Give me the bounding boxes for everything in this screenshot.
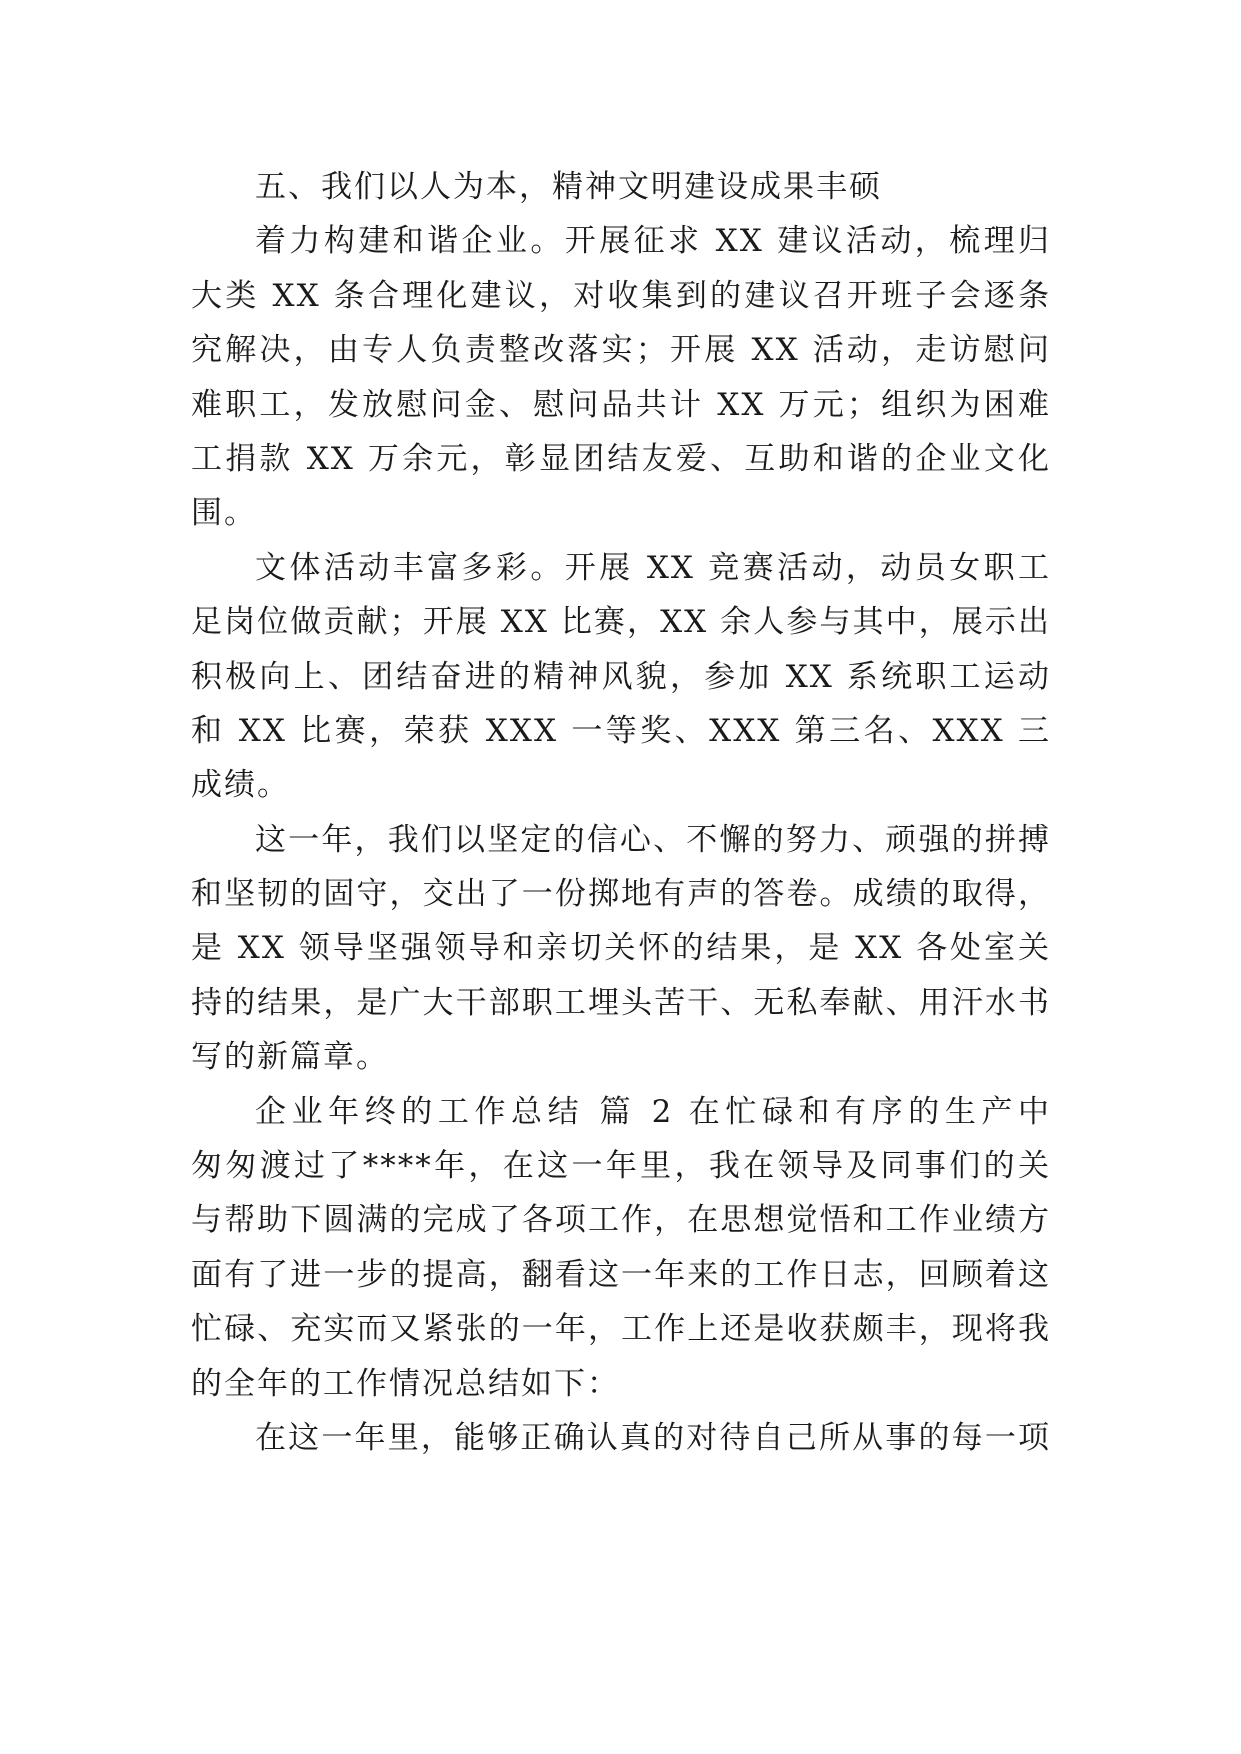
paragraph-line: 文体活动丰富多彩。开展 XX 竞赛活动，动员女职工 xyxy=(255,549,1051,586)
paragraph-line: 持的结果，是广大干部职工埋头苦干、无私奉献、用汗水书 xyxy=(191,984,1051,1021)
paragraph-line: 忙碌、充实而又紧张的一年，工作上还是收获颇丰，现将我 xyxy=(191,1311,1051,1348)
document-body xyxy=(191,160,1051,1465)
paragraph-line: 工捐款 XX 万余元，彰显团结友爱、互助和谐的企业文化 xyxy=(191,440,1051,477)
paragraph-line: 围。 xyxy=(191,495,257,532)
paragraph-line: 足岗位做贡献；开展 XX 比赛，XX 余人参与其中，展示出 xyxy=(191,604,1051,641)
paragraph-line: 面有了进一步的提高，翻看这一年来的工作日志，回顾着这 xyxy=(191,1256,1051,1293)
section-heading: 五、我们以人为本，精神文明建设成果丰硕 xyxy=(255,169,882,205)
paragraph-line: 是 XX 领导坚强领导和亲切关怀的结果，是 XX 各处室关 xyxy=(191,930,1051,967)
paragraph-line: 这一年，我们以坚定的信心、不懈的努力、顽强的拼搏 xyxy=(255,821,1051,858)
paragraph-line: 着力构建和谐企业。开展征求 XX 建议活动，梳理归 xyxy=(255,223,1051,260)
paragraph-line: 和 XX 比赛，荣获 XXX 一等奖、XXX 第三名、XXX 三 xyxy=(191,712,1051,749)
paragraph-line: 成绩。 xyxy=(191,767,290,804)
paragraph-line: 在这一年里，能够正确认真的对待自己所从事的每一项 xyxy=(255,1419,1051,1456)
paragraph-line: 写的新篇章。 xyxy=(191,1039,389,1076)
paragraph-line: 匆匆渡过了****年，在这一年里，我在领导及同事们的关 xyxy=(191,1148,1051,1185)
paragraph-line: 大类 XX 条合理化建议，对收集到的建议召开班子会逐条 xyxy=(191,277,1051,314)
paragraph-line: 企业年终的工作总结 篇 2 在忙碌和有序的生产中 xyxy=(255,1093,1051,1130)
paragraph-line: 难职工，发放慰问金、慰问品共计 XX 万元；组织为困难 xyxy=(191,386,1051,423)
paragraph-line: 的全年的工作情况总结如下： xyxy=(191,1365,620,1402)
paragraph-line: 与帮助下圆满的完成了各项工作，在思想觉悟和工作业绩方 xyxy=(191,1202,1051,1239)
paragraph-line: 和坚韧的固守，交出了一份掷地有声的答卷。成绩的取得， xyxy=(191,876,1051,913)
paragraph-line: 究解决，由专人负责整改落实；开展 XX 活动，走访慰问 xyxy=(191,332,1051,369)
paragraph-line: 积极向上、团结奋进的精神风貌，参加 XX 系统职工运动 xyxy=(191,658,1051,695)
